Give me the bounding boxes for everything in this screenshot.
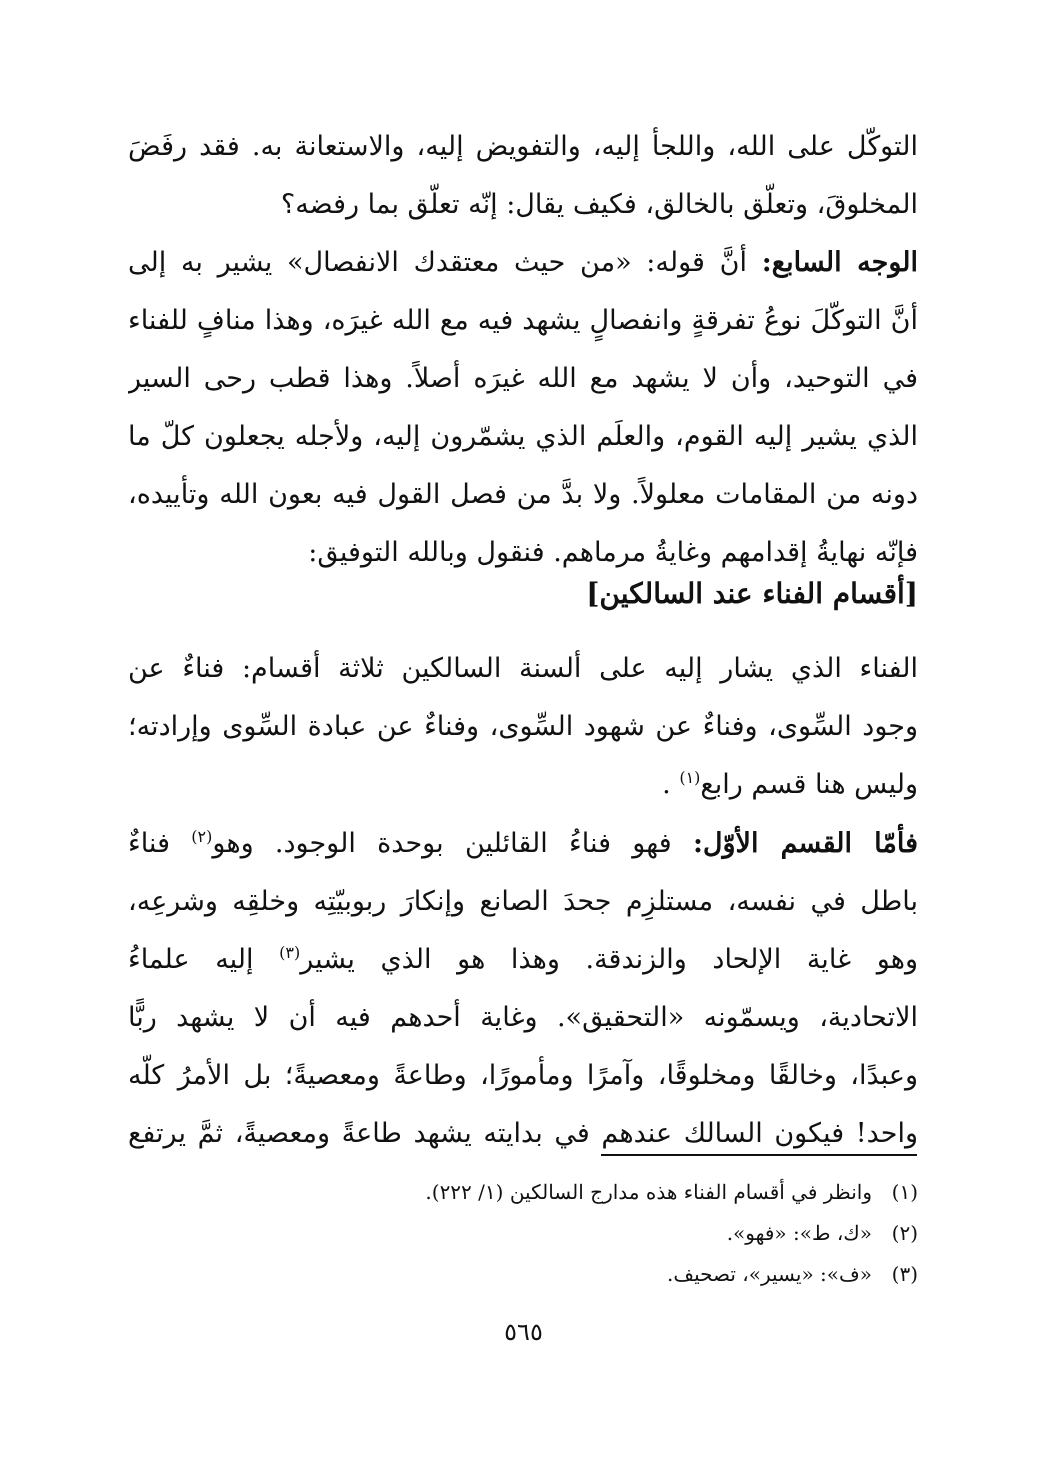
text-line: وجود السِّوى، وفناءٌ عن شهود السِّوى، وفناءٌ عن عبادة السِّوى وإرادته؛ (128, 711, 918, 742)
text-line (128, 234, 918, 292)
text-segment: وليس هنا قسم رابع (700, 769, 918, 800)
text-line: التوكّل على الله، واللجأ إليه، والتفويض إليه، والاستعانة به. فقد رفَضَ (128, 131, 918, 162)
footnote-item (318, 1172, 918, 1213)
paragraph-2 (128, 234, 918, 582)
text-line: الذي يشير إليه القوم، والعلَم الذي يشمّرون إليه، ولأجله يجعلون كلّ ما (128, 421, 918, 452)
paragraph-lead: فأمّا القسم الأوّل: (692, 828, 918, 859)
text-segment: أنَّ قوله: «من حيث معتقدك الانفصال» يشير به إلى (128, 247, 748, 278)
section-heading: [أقسام الفناء عند السالكين] (586, 577, 918, 610)
paragraph-4 (128, 815, 918, 1163)
footnote-text: «ف»: «يسير»، تصحيف. (667, 1262, 872, 1286)
paragraph-3 (128, 640, 918, 814)
footnote-item (318, 1213, 918, 1254)
text-line (128, 931, 918, 989)
text-segment: فهو فناءُ القائلين بوحدة الوجود. وهو (212, 828, 672, 859)
text-line: باطل في نفسه، مستلزِم جحدَ الصانع وإنكارَ ربوبيّتِه وخلقِه وشرعِه، (128, 886, 918, 917)
footnote-ref: (١) (679, 768, 701, 787)
paragraph-1 (128, 118, 918, 234)
text-line (128, 815, 918, 873)
footnote-divider (601, 1154, 917, 1156)
paragraph-lead: الوجه السابع: (761, 247, 918, 278)
text-line: واحد! فيكون السالك عندهم في بدايته يشهد طاعةً ومعصيةً، ثمَّ يرتفع (128, 1118, 918, 1149)
text-segment: فناءٌ (128, 828, 170, 859)
footnote-ref: (٣) (279, 943, 301, 962)
text-line: وعبدًا، وخالقًا ومخلوقًا، وآمرًا ومأمورًا، وطاعةً ومعصيةً؛ بل الأمرُ كلّه (128, 1060, 918, 1091)
text-line: الاتحادية، ويسمّونه «التحقيق». وغاية أحدهم فيه أن لا يشهد ربًّا (128, 1002, 918, 1033)
footnote-text: «ك، ط»: «فهو». (726, 1221, 872, 1245)
footnote-text: وانظر في أقسام الفناء هذه مدارج السالكين (١/ ٢٢٢). (425, 1180, 872, 1204)
text-line: أنَّ التوكّلَ نوعُ تفرقةٍ وانفصالٍ يشهد فيه مع الله غيرَه، وهذا منافٍ للفناء (128, 305, 918, 336)
page-number: ٥٦٥ (504, 1318, 543, 1346)
text-segment: إليه علماءُ (128, 944, 254, 975)
footnote-item (318, 1254, 918, 1295)
footnote-ref: (٢) (191, 827, 213, 846)
footnote-number: (٢) (891, 1221, 918, 1245)
text-line: دونه من المقامات معلولاً. ولا بدَّ من فصل القول فيه بعون الله وتأييده، (128, 479, 918, 510)
footnote-number: (١) (891, 1180, 918, 1204)
text-line: المخلوقَ، وتعلّق بالخالق، فكيف يقال: إنّه تعلّق بما رفضه؟ (280, 189, 918, 220)
footnotes (318, 1172, 918, 1295)
footnote-number: (٣) (891, 1262, 918, 1286)
text-line: الفناء الذي يشار إليه على ألسنة السالكين ثلاثة أقسام: فناءٌ عن (128, 653, 918, 684)
text-line: في التوحيد، وأن لا يشهد مع الله غيرَه أصلاً. وهذا قطب رحى السير (128, 363, 918, 394)
text-line (128, 756, 918, 814)
text-segment: . (662, 769, 671, 800)
text-segment: وهو غاية الإلحاد والزندقة. وهذا هو الذي يشير (300, 944, 918, 975)
text-line: فإنّه نهايةُ إقدامهم وغايةُ مرماهم. فنقول وبالله التوفيق: (308, 537, 918, 568)
